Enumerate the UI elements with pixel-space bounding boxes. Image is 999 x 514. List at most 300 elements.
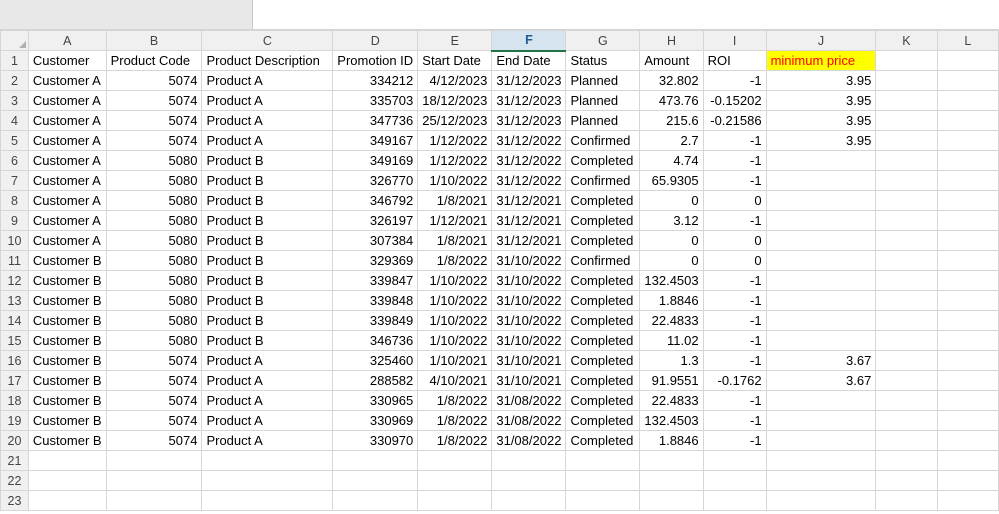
cell-A20[interactable]: Customer B [28,431,106,451]
cell-G23[interactable] [566,491,640,511]
cell-H9[interactable]: 3.12 [640,211,703,231]
cell-D6[interactable]: 349169 [333,151,418,171]
cell-J18[interactable] [766,391,876,411]
cell-J10[interactable] [766,231,876,251]
column-header-k[interactable]: K [876,31,937,51]
cell-L19[interactable] [937,411,998,431]
row-header-17[interactable]: 17 [1,371,29,391]
cell-H18[interactable]: 22.4833 [640,391,703,411]
cell-G2[interactable]: Planned [566,71,640,91]
cell-C17[interactable]: Product A [202,371,333,391]
cell-A7[interactable]: Customer A [28,171,106,191]
cell-H12[interactable]: 132.4503 [640,271,703,291]
cell-J7[interactable] [766,171,876,191]
cell-D8[interactable]: 346792 [333,191,418,211]
cell-G18[interactable]: Completed [566,391,640,411]
cell-L3[interactable] [937,91,998,111]
cell-I5[interactable]: -1 [703,131,766,151]
cell-D2[interactable]: 334212 [333,71,418,91]
cell-K16[interactable] [876,351,937,371]
cell-G22[interactable] [566,471,640,491]
cell-D15[interactable]: 346736 [333,331,418,351]
cell-D19[interactable]: 330969 [333,411,418,431]
cell-G15[interactable]: Completed [566,331,640,351]
cell-G20[interactable]: Completed [566,431,640,451]
cell-A5[interactable]: Customer A [28,131,106,151]
cell-F4[interactable]: 31/12/2023 [492,111,566,131]
cell-F10[interactable]: 31/12/2021 [492,231,566,251]
cell-K22[interactable] [876,471,937,491]
cell-B8[interactable]: 5080 [106,191,202,211]
cell-E8[interactable]: 1/8/2021 [418,191,492,211]
row-header-6[interactable]: 6 [1,151,29,171]
cell-H23[interactable] [640,491,703,511]
cell-B17[interactable]: 5074 [106,371,202,391]
cell-J8[interactable] [766,191,876,211]
cell-F1[interactable]: End Date [492,51,566,71]
cell-K2[interactable] [876,71,937,91]
cell-J13[interactable] [766,291,876,311]
cell-I13[interactable]: -1 [703,291,766,311]
cell-I1[interactable]: ROI [703,51,766,71]
cell-J15[interactable] [766,331,876,351]
cell-F22[interactable] [492,471,566,491]
cell-H16[interactable]: 1.3 [640,351,703,371]
row-header-1[interactable]: 1 [1,51,29,71]
cell-B10[interactable]: 5080 [106,231,202,251]
cell-I12[interactable]: -1 [703,271,766,291]
cell-A4[interactable]: Customer A [28,111,106,131]
cell-D20[interactable]: 330970 [333,431,418,451]
cell-H3[interactable]: 473.76 [640,91,703,111]
cell-B22[interactable] [106,471,202,491]
cell-E10[interactable]: 1/8/2021 [418,231,492,251]
cell-L5[interactable] [937,131,998,151]
column-header-b[interactable]: B [106,31,202,51]
cell-L11[interactable] [937,251,998,271]
cell-A8[interactable]: Customer A [28,191,106,211]
cell-F9[interactable]: 31/12/2021 [492,211,566,231]
cell-K3[interactable] [876,91,937,111]
cell-H17[interactable]: 91.9551 [640,371,703,391]
cell-E9[interactable]: 1/12/2021 [418,211,492,231]
cell-L15[interactable] [937,331,998,351]
cell-E11[interactable]: 1/8/2022 [418,251,492,271]
cell-B20[interactable]: 5074 [106,431,202,451]
cell-B7[interactable]: 5080 [106,171,202,191]
cell-B15[interactable]: 5080 [106,331,202,351]
cell-H11[interactable]: 0 [640,251,703,271]
cell-J2[interactable]: 3.95 [766,71,876,91]
cell-C19[interactable]: Product A [202,411,333,431]
row-header-23[interactable]: 23 [1,491,29,511]
row-header-22[interactable]: 22 [1,471,29,491]
cell-K7[interactable] [876,171,937,191]
cell-I8[interactable]: 0 [703,191,766,211]
cell-H21[interactable] [640,451,703,471]
cell-G10[interactable]: Completed [566,231,640,251]
row-header-20[interactable]: 20 [1,431,29,451]
row-header-8[interactable]: 8 [1,191,29,211]
cell-D21[interactable] [333,451,418,471]
cell-B5[interactable]: 5074 [106,131,202,151]
cell-G19[interactable]: Completed [566,411,640,431]
cell-A19[interactable]: Customer B [28,411,106,431]
cell-L21[interactable] [937,451,998,471]
cell-J22[interactable] [766,471,876,491]
cell-G1[interactable]: Status [566,51,640,71]
cell-C11[interactable]: Product B [202,251,333,271]
name-box-area[interactable] [0,0,253,29]
cell-C10[interactable]: Product B [202,231,333,251]
cell-I10[interactable]: 0 [703,231,766,251]
cell-C13[interactable]: Product B [202,291,333,311]
cell-K19[interactable] [876,411,937,431]
cell-K11[interactable] [876,251,937,271]
cell-F15[interactable]: 31/10/2022 [492,331,566,351]
cell-K23[interactable] [876,491,937,511]
cell-H10[interactable]: 0 [640,231,703,251]
row-header-15[interactable]: 15 [1,331,29,351]
cell-J4[interactable]: 3.95 [766,111,876,131]
cell-D11[interactable]: 329369 [333,251,418,271]
cell-D22[interactable] [333,471,418,491]
cell-E21[interactable] [418,451,492,471]
cell-C20[interactable]: Product A [202,431,333,451]
cell-E12[interactable]: 1/10/2022 [418,271,492,291]
cell-C1[interactable]: Product Description [202,51,333,71]
cell-F19[interactable]: 31/08/2022 [492,411,566,431]
cell-A6[interactable]: Customer A [28,151,106,171]
cell-A11[interactable]: Customer B [28,251,106,271]
row-header-19[interactable]: 19 [1,411,29,431]
cell-H8[interactable]: 0 [640,191,703,211]
cell-G8[interactable]: Completed [566,191,640,211]
cell-L12[interactable] [937,271,998,291]
cell-F2[interactable]: 31/12/2023 [492,71,566,91]
cell-H13[interactable]: 1.8846 [640,291,703,311]
row-header-10[interactable]: 10 [1,231,29,251]
cell-L10[interactable] [937,231,998,251]
cell-K12[interactable] [876,271,937,291]
cell-D9[interactable]: 326197 [333,211,418,231]
cell-L18[interactable] [937,391,998,411]
cell-J17[interactable]: 3.67 [766,371,876,391]
cell-F5[interactable]: 31/12/2022 [492,131,566,151]
row-header-4[interactable]: 4 [1,111,29,131]
cell-J20[interactable] [766,431,876,451]
cell-H22[interactable] [640,471,703,491]
cell-E15[interactable]: 1/10/2022 [418,331,492,351]
cell-A15[interactable]: Customer B [28,331,106,351]
cell-I21[interactable] [703,451,766,471]
cell-I7[interactable]: -1 [703,171,766,191]
cell-L9[interactable] [937,211,998,231]
cell-F23[interactable] [492,491,566,511]
row-header-3[interactable]: 3 [1,91,29,111]
cell-E2[interactable]: 4/12/2023 [418,71,492,91]
column-header-a[interactable]: A [28,31,106,51]
cell-E17[interactable]: 4/10/2021 [418,371,492,391]
cell-K15[interactable] [876,331,937,351]
cell-B18[interactable]: 5074 [106,391,202,411]
row-header-21[interactable]: 21 [1,451,29,471]
cell-D10[interactable]: 307384 [333,231,418,251]
cell-G12[interactable]: Completed [566,271,640,291]
cell-E19[interactable]: 1/8/2022 [418,411,492,431]
cell-H6[interactable]: 4.74 [640,151,703,171]
cell-F16[interactable]: 31/10/2021 [492,351,566,371]
cell-K20[interactable] [876,431,937,451]
cell-J6[interactable] [766,151,876,171]
cell-L14[interactable] [937,311,998,331]
cell-I3[interactable]: -0.15202 [703,91,766,111]
cell-I9[interactable]: -1 [703,211,766,231]
column-header-g[interactable]: G [566,31,640,51]
cell-G7[interactable]: Confirmed [566,171,640,191]
cell-J11[interactable] [766,251,876,271]
cell-E13[interactable]: 1/10/2022 [418,291,492,311]
cell-L16[interactable] [937,351,998,371]
cell-C4[interactable]: Product A [202,111,333,131]
cell-G11[interactable]: Confirmed [566,251,640,271]
cell-B6[interactable]: 5080 [106,151,202,171]
cell-C2[interactable]: Product A [202,71,333,91]
cell-I16[interactable]: -1 [703,351,766,371]
cell-C9[interactable]: Product B [202,211,333,231]
cell-G17[interactable]: Completed [566,371,640,391]
column-header-d[interactable]: D [333,31,418,51]
cell-I20[interactable]: -1 [703,431,766,451]
cell-F14[interactable]: 31/10/2022 [492,311,566,331]
cell-C8[interactable]: Product B [202,191,333,211]
cell-A21[interactable] [28,451,106,471]
cell-E4[interactable]: 25/12/2023 [418,111,492,131]
select-all-corner[interactable] [1,31,29,51]
cell-D16[interactable]: 325460 [333,351,418,371]
column-header-e[interactable]: E [418,31,492,51]
cell-A12[interactable]: Customer B [28,271,106,291]
row-header-7[interactable]: 7 [1,171,29,191]
cell-K21[interactable] [876,451,937,471]
column-header-j[interactable]: J [766,31,876,51]
cell-K17[interactable] [876,371,937,391]
cell-F8[interactable]: 31/12/2021 [492,191,566,211]
cell-C6[interactable]: Product B [202,151,333,171]
cell-J21[interactable] [766,451,876,471]
cell-A18[interactable]: Customer B [28,391,106,411]
cell-B1[interactable]: Product Code [106,51,202,71]
cell-D13[interactable]: 339848 [333,291,418,311]
cell-I4[interactable]: -0.21586 [703,111,766,131]
cell-G14[interactable]: Completed [566,311,640,331]
cell-B2[interactable]: 5074 [106,71,202,91]
cell-F18[interactable]: 31/08/2022 [492,391,566,411]
cell-H5[interactable]: 2.7 [640,131,703,151]
cell-A23[interactable] [28,491,106,511]
cell-E22[interactable] [418,471,492,491]
column-header-l[interactable]: L [937,31,998,51]
cell-J3[interactable]: 3.95 [766,91,876,111]
column-header-i[interactable]: I [703,31,766,51]
cell-G3[interactable]: Planned [566,91,640,111]
cell-K9[interactable] [876,211,937,231]
cell-G21[interactable] [566,451,640,471]
cell-I11[interactable]: 0 [703,251,766,271]
cell-B16[interactable]: 5074 [106,351,202,371]
cell-E20[interactable]: 1/8/2022 [418,431,492,451]
cell-E14[interactable]: 1/10/2022 [418,311,492,331]
cell-J19[interactable] [766,411,876,431]
cell-K10[interactable] [876,231,937,251]
cell-C15[interactable]: Product B [202,331,333,351]
cell-F21[interactable] [492,451,566,471]
cell-B19[interactable]: 5074 [106,411,202,431]
column-header-f[interactable]: F [492,31,566,51]
cell-C7[interactable]: Product B [202,171,333,191]
cell-H2[interactable]: 32.802 [640,71,703,91]
cell-L4[interactable] [937,111,998,131]
cell-K4[interactable] [876,111,937,131]
cell-L2[interactable] [937,71,998,91]
cell-J12[interactable] [766,271,876,291]
cell-L17[interactable] [937,371,998,391]
cell-D5[interactable]: 349167 [333,131,418,151]
cell-I18[interactable]: -1 [703,391,766,411]
cell-L8[interactable] [937,191,998,211]
cell-B21[interactable] [106,451,202,471]
cell-H15[interactable]: 11.02 [640,331,703,351]
cell-L6[interactable] [937,151,998,171]
worksheet-grid[interactable] [0,30,999,511]
cell-A3[interactable]: Customer A [28,91,106,111]
cell-K1[interactable] [876,51,937,71]
cell-J16[interactable]: 3.67 [766,351,876,371]
cell-G9[interactable]: Completed [566,211,640,231]
cell-D7[interactable]: 326770 [333,171,418,191]
cell-C14[interactable]: Product B [202,311,333,331]
cell-K5[interactable] [876,131,937,151]
cell-L23[interactable] [937,491,998,511]
cell-J9[interactable] [766,211,876,231]
cell-E1[interactable]: Start Date [418,51,492,71]
cell-B3[interactable]: 5074 [106,91,202,111]
row-header-12[interactable]: 12 [1,271,29,291]
cell-A22[interactable] [28,471,106,491]
cell-J5[interactable]: 3.95 [766,131,876,151]
cell-F6[interactable]: 31/12/2022 [492,151,566,171]
cell-A17[interactable]: Customer B [28,371,106,391]
cell-C22[interactable] [202,471,333,491]
cell-D3[interactable]: 335703 [333,91,418,111]
cell-C18[interactable]: Product A [202,391,333,411]
row-header-11[interactable]: 11 [1,251,29,271]
cell-A9[interactable]: Customer A [28,211,106,231]
cell-B4[interactable]: 5074 [106,111,202,131]
row-header-14[interactable]: 14 [1,311,29,331]
cell-I23[interactable] [703,491,766,511]
cell-C21[interactable] [202,451,333,471]
cell-C12[interactable]: Product B [202,271,333,291]
cell-I14[interactable]: -1 [703,311,766,331]
cell-B13[interactable]: 5080 [106,291,202,311]
cell-B23[interactable] [106,491,202,511]
cell-K18[interactable] [876,391,937,411]
cell-H7[interactable]: 65.9305 [640,171,703,191]
cell-E7[interactable]: 1/10/2022 [418,171,492,191]
cell-B11[interactable]: 5080 [106,251,202,271]
cell-I19[interactable]: -1 [703,411,766,431]
cell-G5[interactable]: Confirmed [566,131,640,151]
cell-K13[interactable] [876,291,937,311]
cell-F12[interactable]: 31/10/2022 [492,271,566,291]
cell-I6[interactable]: -1 [703,151,766,171]
cell-D17[interactable]: 288582 [333,371,418,391]
row-header-13[interactable]: 13 [1,291,29,311]
cell-C16[interactable]: Product A [202,351,333,371]
cell-A10[interactable]: Customer A [28,231,106,251]
cell-F11[interactable]: 31/10/2022 [492,251,566,271]
cell-H20[interactable]: 1.8846 [640,431,703,451]
cell-I15[interactable]: -1 [703,331,766,351]
row-header-16[interactable]: 16 [1,351,29,371]
cell-I2[interactable]: -1 [703,71,766,91]
cell-I22[interactable] [703,471,766,491]
cell-G6[interactable]: Completed [566,151,640,171]
cell-H19[interactable]: 132.4503 [640,411,703,431]
formula-bar-input[interactable] [263,0,999,29]
cell-H14[interactable]: 22.4833 [640,311,703,331]
row-header-18[interactable]: 18 [1,391,29,411]
cell-L13[interactable] [937,291,998,311]
cell-G4[interactable]: Planned [566,111,640,131]
cell-F20[interactable]: 31/08/2022 [492,431,566,451]
cell-L22[interactable] [937,471,998,491]
column-header-h[interactable]: H [640,31,703,51]
cell-F7[interactable]: 31/12/2022 [492,171,566,191]
cell-A14[interactable]: Customer B [28,311,106,331]
cell-C5[interactable]: Product A [202,131,333,151]
cell-B9[interactable]: 5080 [106,211,202,231]
cell-E18[interactable]: 1/8/2022 [418,391,492,411]
cell-H1[interactable]: Amount [640,51,703,71]
cell-B14[interactable]: 5080 [106,311,202,331]
row-header-5[interactable]: 5 [1,131,29,151]
cell-D1[interactable]: Promotion ID [333,51,418,71]
cell-E3[interactable]: 18/12/2023 [418,91,492,111]
cell-J1[interactable]: minimum price [766,51,876,71]
cell-C3[interactable]: Product A [202,91,333,111]
cell-B12[interactable]: 5080 [106,271,202,291]
cell-I17[interactable]: -0.1762 [703,371,766,391]
cell-E5[interactable]: 1/12/2022 [418,131,492,151]
row-header-9[interactable]: 9 [1,211,29,231]
cell-L20[interactable] [937,431,998,451]
cell-D4[interactable]: 347736 [333,111,418,131]
cell-A13[interactable]: Customer B [28,291,106,311]
cell-E6[interactable]: 1/12/2022 [418,151,492,171]
cell-F13[interactable]: 31/10/2022 [492,291,566,311]
cell-J14[interactable] [766,311,876,331]
cell-E16[interactable]: 1/10/2021 [418,351,492,371]
cell-J23[interactable] [766,491,876,511]
cell-C23[interactable] [202,491,333,511]
cell-D18[interactable]: 330965 [333,391,418,411]
cell-G13[interactable]: Completed [566,291,640,311]
column-header-c[interactable]: C [202,31,333,51]
cell-K14[interactable] [876,311,937,331]
cell-D14[interactable]: 339849 [333,311,418,331]
